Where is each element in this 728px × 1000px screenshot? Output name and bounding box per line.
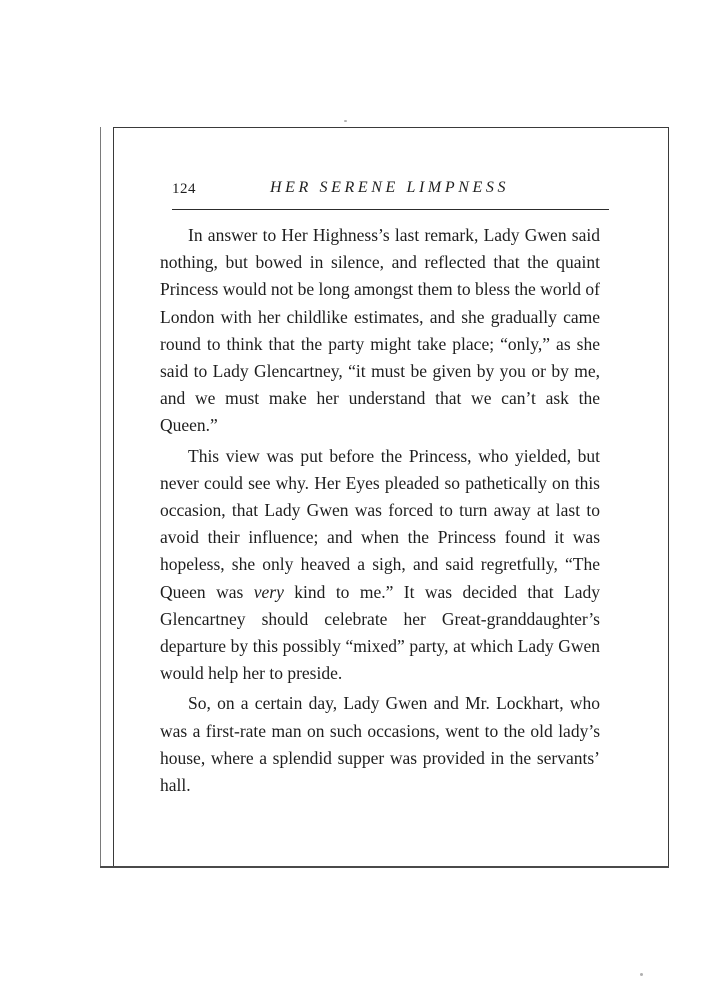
paragraph-1: In answer to Her Highness’s last remark, Lady Gwen said nothing, but bowed in silence, and reflected that the quaint Princess would not be long amongst them to bless the world of London with her childlike estimates, and she gradually came round to think that the party might take place; “only,” as she said to Lady Glencartney, “it must be given by you or by me, and we must make her understand that we can’t ask the Queen.” bbox=[160, 225, 600, 436]
paper-speck bbox=[344, 120, 347, 122]
page-border-shadow-left bbox=[100, 127, 101, 868]
paragraph-2-text-before: This view was put before the Princess, who yielded, but never could see why. Her Eyes pleaded so pathetically on this occasion, that Lady Gwen was forced to turn away at last to avoid their influence; and when the Princess found it was hopeless, she only heaved a sigh, and said regretfully, “The Queen was bbox=[160, 445, 600, 602]
paragraph-2-emphasis: very bbox=[253, 581, 284, 602]
paragraph-2-text-after: kind to me.” It was decided that Lady Glencartney should celebrate her Great-granddaughter’s departure by this possibly “mixed” party, at which Lady Gwen would help her to preside. bbox=[160, 581, 600, 684]
header-rule bbox=[172, 209, 609, 210]
page-border-shadow-bottom bbox=[100, 866, 669, 868]
page-number: 124 bbox=[172, 181, 196, 197]
body-text bbox=[160, 222, 600, 799]
running-title: HER SERENE LIMPNESS bbox=[270, 179, 510, 196]
running-head bbox=[160, 179, 610, 203]
paper-speck bbox=[640, 973, 643, 976]
paragraph-2 bbox=[160, 443, 600, 688]
paragraph-3: So, on a certain day, Lady Gwen and Mr. Lockhart, who was a first-rate man on such occasions, went to the old lady’s house, where a splendid supper was provided in the servants’ hall. bbox=[160, 693, 600, 796]
